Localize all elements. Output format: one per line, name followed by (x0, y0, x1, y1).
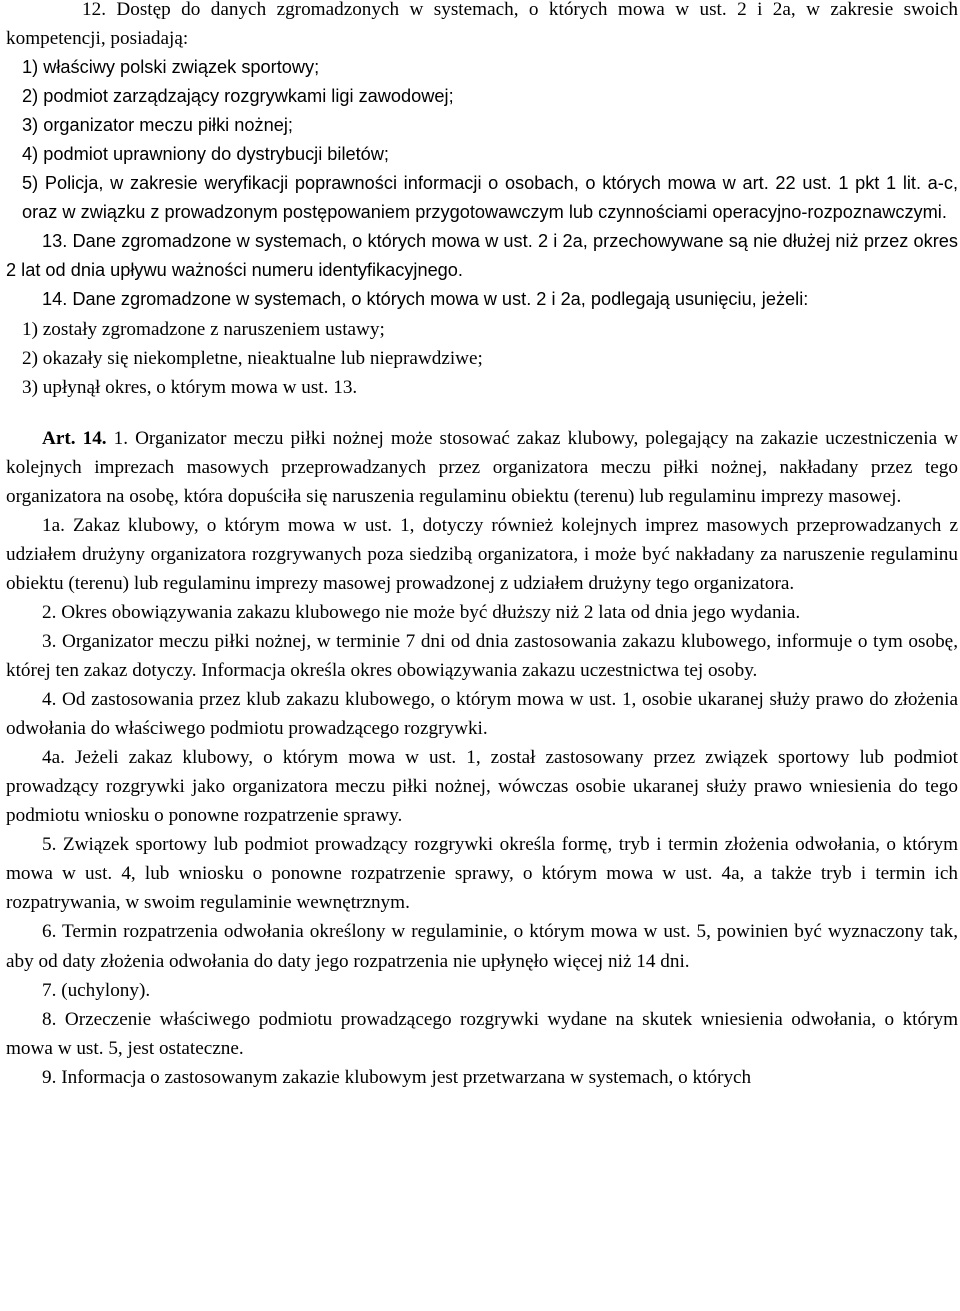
paragraph-14: 14. Dane zgromadzone w systemach, o których mowa w ust. 2 i 2a, podlegają usunięciu, jeżeli: (42, 289, 809, 310)
article-text: 1. Organizator meczu piłki nożnej może stosować zakaz klubowy, polegający na zakazie uczestniczenia w kolejnych imprezach masowych przeprowadzanych przez organizatora meczu piłki nożnej, nakładany przez tego organizatora na osobę, która dopuściła się naruszenia regulaminu obiektu (terenu) lub regulaminu imprezy masowej. (6, 427, 958, 507)
list-item: 2) okazały się niekompletne, nieaktualne lub nieprawdziwe; (22, 347, 483, 369)
paragraph-8: 8. Orzeczenie właściwego podmiotu prowadzącego rozgrywki wydane na skutek wniesienia odwołania, o którym mowa w ust. 5, jest ostateczne. (6, 1008, 958, 1059)
list-item: 1) zostały zgromadzone z naruszeniem ustawy; (22, 318, 385, 340)
paragraph-13: 13. Dane zgromadzone w systemach, o których mowa w ust. 2 i 2a, przechowywane są nie dłużej niż przez okres 2 lat od dnia upływu ważności numeru identyfikacyjnego. (6, 231, 958, 281)
paragraph-12: 12. Dostęp do danych zgromadzonych w systemach, o których mowa w ust. 2 i 2a, w zakresie swoich kompetencji, posiadają: (6, 0, 958, 50)
document-page (6, 0, 958, 1092)
paragraph-4a: 4a. Jeżeli zakaz klubowy, o którym mowa w ust. 1, został zastosowany przez związek sportowy lub podmiot prowadzący rozgrywki jako organizatora meczu piłki nożnej, wówczas osobie ukaranej służy prawo wniesienia do tego podmiotu wniosku o ponowne rozpatrzenie sprawy. (6, 747, 958, 827)
list-item: 3) organizator meczu piłki nożnej; (22, 115, 293, 136)
article-heading: Art. 14. (42, 427, 107, 449)
list-item: 1) właściwy polski związek sportowy; (22, 57, 320, 78)
paragraph-5: 5. Związek sportowy lub podmiot prowadzący rozgrywki określa formę, tryb i termin złożenia odwołania, o którym mowa w ust. 4, lub wniosku o ponowne rozpatrzenie sprawy, o którym mowa w ust. 4a, a także tryb i termin ich rozpatrywania, w swoim regulaminie wewnętrznym. (6, 834, 958, 914)
list-item: 4) podmiot uprawniony do dystrybucji biletów; (22, 144, 389, 165)
list-item: 5) Policja, w zakresie weryfikacji poprawności informacji o osobach, o których mowa w art. 22 ust. 1 pkt 1 lit. a-c, oraz w związku z prowadzonym postępowaniem przygotowawczym lub czynnościami operacyjno-rozpoznawczymi. (22, 173, 958, 223)
paragraph-6: 6. Termin rozpatrzenia odwołania określony w regulaminie, o którym mowa w ust. 5, powinien być wyznaczony tak, aby od daty złożenia odwołania do daty jego rozpatrzenia nie upłynęło więcej niż 14 dni. (6, 921, 958, 972)
list-item: 2) podmiot zarządzający rozgrywkami ligi zawodowej; (22, 86, 454, 107)
paragraph-9: 9. Informacja o zastosowanym zakazie klubowym jest przetwarzana w systemach, o których (42, 1066, 752, 1088)
paragraph-3: 3. Organizator meczu piłki nożnej, w terminie 7 dni od dnia zastosowania zakazu klubowego, informuje o tym osobę, której ten zakaz dotyczy. Informacja określa okres obowiązywania zakazu uczestnictwa tej osoby. (6, 630, 958, 682)
paragraph-7: 7. (uchylony). (42, 979, 151, 1001)
paragraph-4: 4. Od zastosowania przez klub zakazu klubowego, o którym mowa w ust. 1, osobie ukaranej służy prawo do złożenia odwołania do właściwego podmiotu prowadzącego rozgrywki. (6, 689, 958, 740)
article-14-paragraph-1 (6, 424, 958, 511)
paragraph-1a: 1a. Zakaz klubowy, o którym mowa w ust. 1, dotyczy również kolejnych imprez masowych przeprowadzanych z udziałem drużyny organizatora rozgrywanych poza siedzibą organizatora, i może być nakładany za naruszenie regulaminu obiektu (terenu) lub regulaminu imprezy masowej prowadzonej z udziałem drużyny tego organizatora. (6, 514, 958, 594)
list-item: 3) upłynął okres, o którym mowa w ust. 13. (22, 376, 358, 398)
paragraph-2: 2. Okres obowiązywania zakazu klubowego nie może być dłuższy niż 2 lata od dnia jego wydania. (42, 601, 801, 623)
